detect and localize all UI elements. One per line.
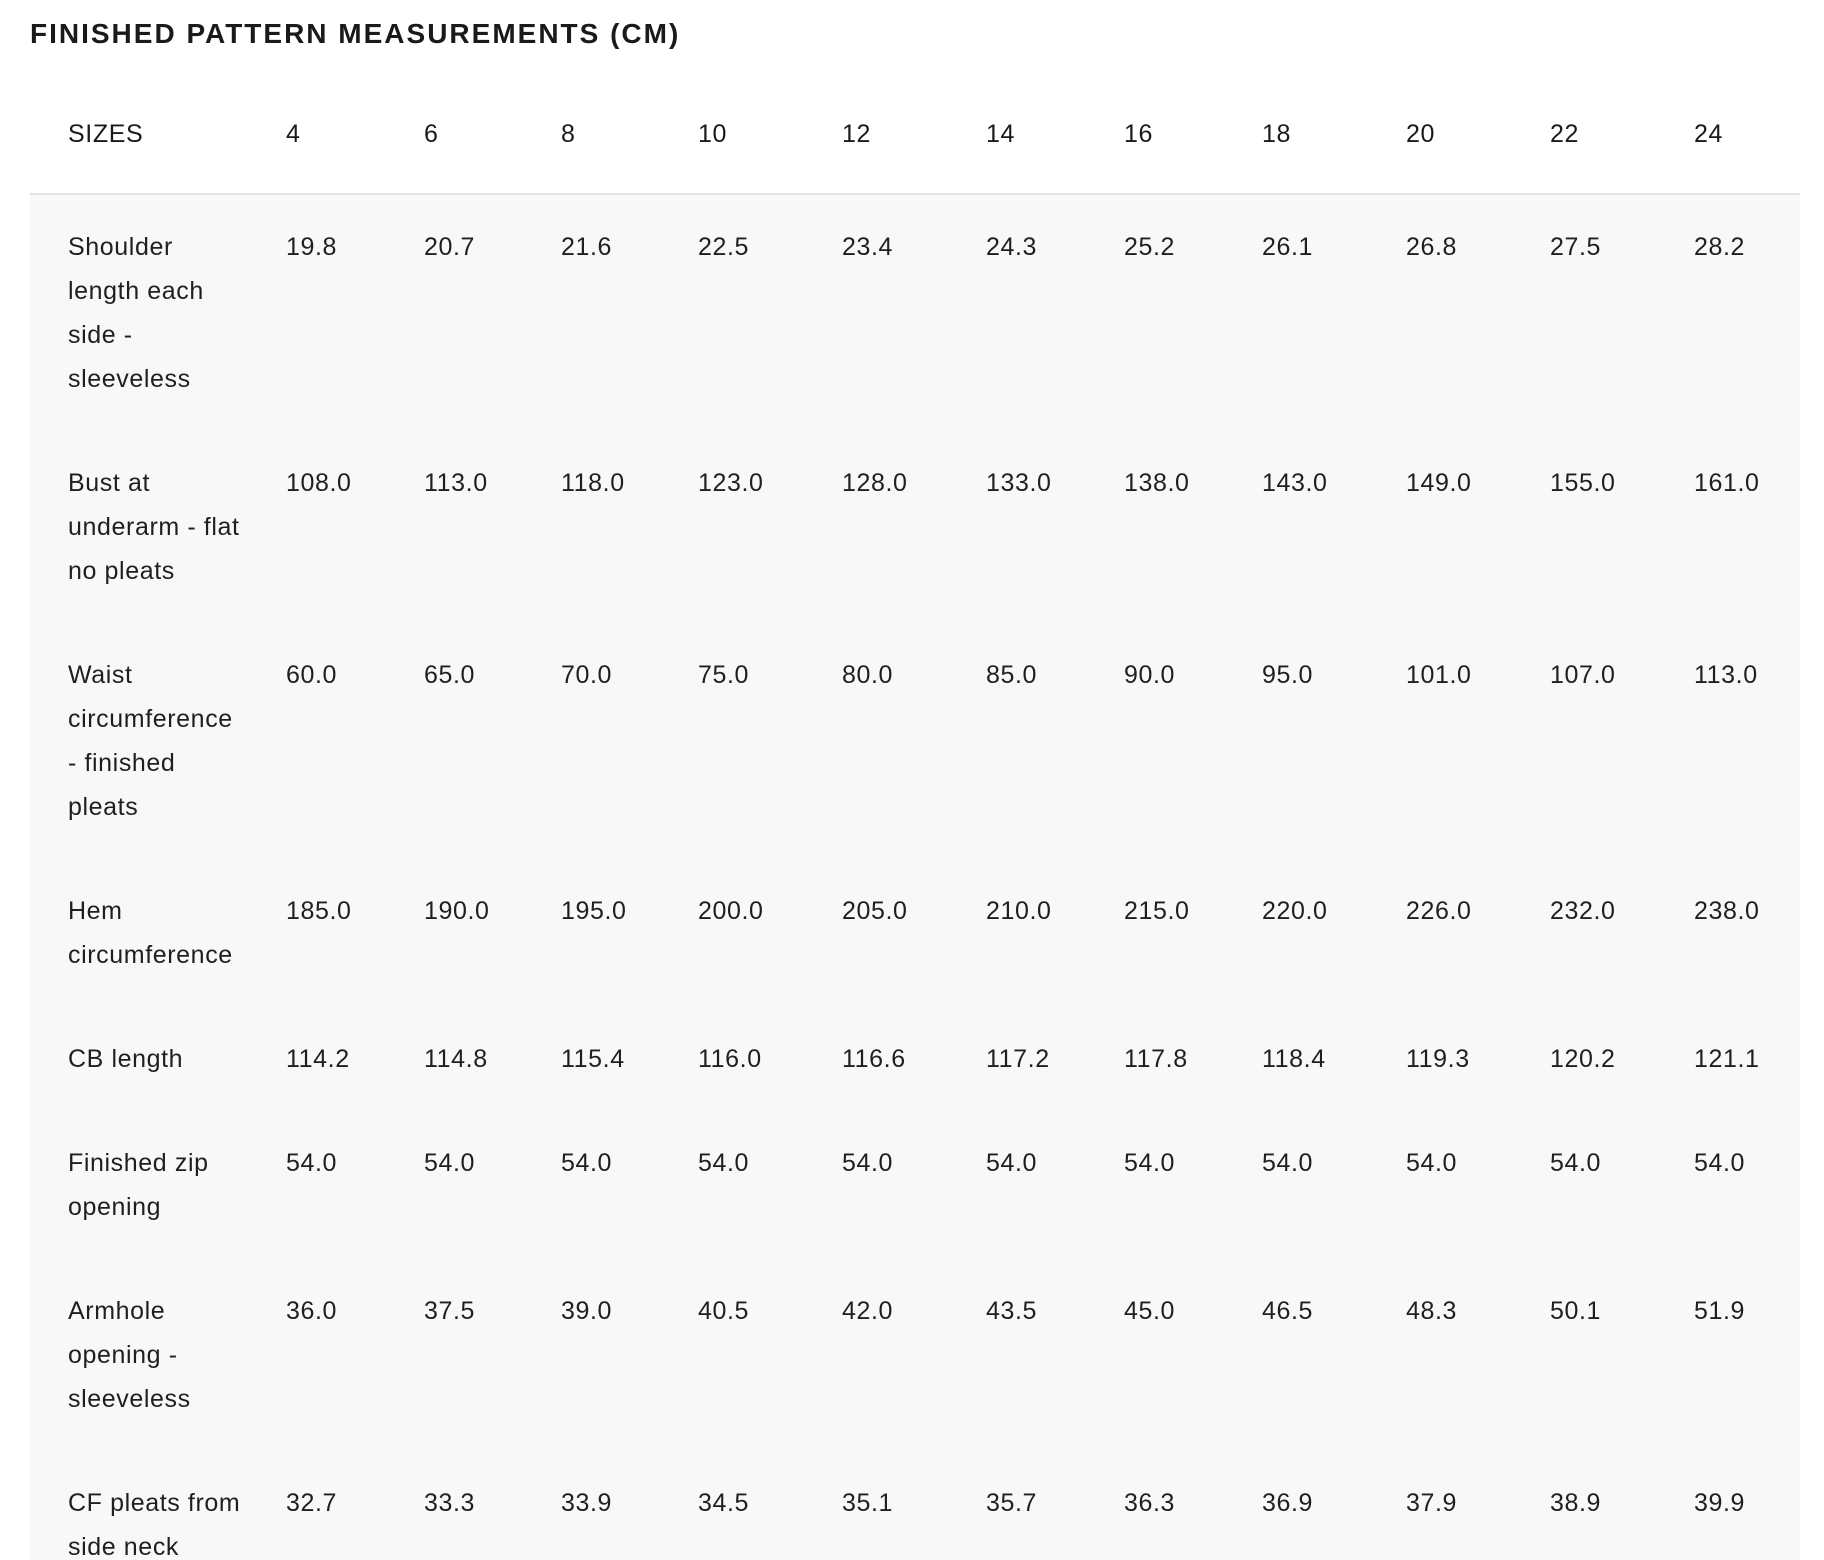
table-cell: 138.0: [1124, 469, 1190, 497]
table-cell: 27.5: [1550, 233, 1602, 261]
row-label: Finished zip opening: [68, 1149, 209, 1221]
table-cell: 107.0: [1550, 661, 1616, 689]
table-cell: 161.0: [1694, 469, 1760, 497]
table-cell: 220.0: [1262, 897, 1328, 925]
header-cell: 24: [1694, 80, 1800, 194]
table-cell: 19.8: [286, 233, 338, 261]
table-cell: 36.9: [1262, 1489, 1314, 1517]
table-cell: 85.0: [986, 661, 1038, 689]
table-cell: 54.0: [842, 1149, 894, 1177]
table-cell: 54.0: [1406, 1149, 1458, 1177]
table-cell: 205.0: [842, 897, 908, 925]
table-cell: 54.0: [1694, 1149, 1746, 1177]
table-row: [30, 859, 1800, 1007]
row-label: Hem circumference: [68, 897, 233, 969]
table-cell: 232.0: [1550, 897, 1616, 925]
table-cell: 54.0: [286, 1149, 338, 1177]
table-cell: 24.3: [986, 233, 1038, 261]
row-label: Waist circumference - finished pleats: [68, 661, 233, 821]
table-cell: 210.0: [986, 897, 1052, 925]
table-cell: 185.0: [286, 897, 352, 925]
table-cell: 190.0: [424, 897, 490, 925]
table-row: [30, 1007, 1800, 1111]
table-cell: 23.4: [842, 233, 894, 261]
header-cell: 4: [286, 80, 424, 194]
table-cell: 149.0: [1406, 469, 1472, 497]
header-cell: 18: [1262, 80, 1406, 194]
table-cell: 116.6: [842, 1045, 906, 1073]
page-title: FINISHED PATTERN MEASUREMENTS (CM): [30, 18, 681, 49]
table-cell: 108.0: [286, 469, 352, 497]
header-cell: 8: [561, 80, 698, 194]
table-cell: 37.5: [424, 1297, 476, 1325]
table-cell: 117.8: [1124, 1045, 1188, 1073]
header-row: [30, 80, 1800, 194]
table-cell: 46.5: [1262, 1297, 1314, 1325]
table-cell: 60.0: [286, 661, 338, 689]
table-cell: 26.8: [1406, 233, 1458, 261]
table-cell: 48.3: [1406, 1297, 1458, 1325]
table-cell: 113.0: [424, 469, 488, 497]
table-row: [30, 1259, 1800, 1451]
table-cell: 50.1: [1550, 1297, 1602, 1325]
table-cell: 39.0: [561, 1297, 613, 1325]
table-cell: 33.9: [561, 1489, 613, 1517]
header-cell: 14: [986, 80, 1124, 194]
row-label: Shoulder length each side - sleeveless: [68, 233, 204, 393]
header-cell: 22: [1550, 80, 1694, 194]
table-cell: 54.0: [561, 1149, 613, 1177]
table-cell: 133.0: [986, 469, 1052, 497]
row-label: Armhole opening - sleeveless: [68, 1297, 191, 1413]
table-row: [30, 1111, 1800, 1259]
table-cell: 28.2: [1694, 233, 1746, 261]
table-cell: 39.9: [1694, 1489, 1746, 1517]
table-cell: 43.5: [986, 1297, 1038, 1325]
table-cell: 155.0: [1550, 469, 1616, 497]
table-cell: 51.9: [1694, 1297, 1746, 1325]
table-cell: 95.0: [1262, 661, 1314, 689]
table-cell: 143.0: [1262, 469, 1328, 497]
row-label: CB length: [68, 1045, 184, 1073]
table-cell: 54.0: [1124, 1149, 1176, 1177]
table-cell: 123.0: [698, 469, 764, 497]
table-cell: 35.1: [842, 1489, 894, 1517]
table-cell: 116.0: [698, 1045, 762, 1073]
table-cell: 117.2: [986, 1045, 1050, 1073]
table-cell: 114.8: [424, 1045, 488, 1073]
table-cell: 115.4: [561, 1045, 625, 1073]
table-cell: 215.0: [1124, 897, 1190, 925]
table-cell: 25.2: [1124, 233, 1176, 261]
table-cell: 42.0: [842, 1297, 894, 1325]
table-cell: 195.0: [561, 897, 627, 925]
row-label: Bust at underarm - flat no pleats: [68, 469, 240, 585]
table-cell: 113.0: [1694, 661, 1758, 689]
header-cell: 10: [698, 80, 842, 194]
header-cell: 16: [1124, 80, 1262, 194]
table-row: [30, 431, 1800, 623]
table-cell: 80.0: [842, 661, 894, 689]
table-row: [30, 194, 1800, 431]
table-cell: 32.7: [286, 1489, 338, 1517]
measurements-table: [30, 80, 1800, 1560]
table-cell: 38.9: [1550, 1489, 1602, 1517]
table-cell: 114.2: [286, 1045, 350, 1073]
table-cell: 40.5: [698, 1297, 750, 1325]
table-cell: 120.2: [1550, 1045, 1616, 1073]
table-cell: 118.4: [1262, 1045, 1326, 1073]
header-cell: 6: [424, 80, 561, 194]
table-cell: 70.0: [561, 661, 613, 689]
table-cell: 54.0: [986, 1149, 1038, 1177]
table-cell: 21.6: [561, 233, 613, 261]
header-cell: 12: [842, 80, 986, 194]
table-cell: 35.7: [986, 1489, 1038, 1517]
table-cell: 54.0: [424, 1149, 476, 1177]
table-cell: 118.0: [561, 469, 625, 497]
header-cell: SIZES: [30, 80, 286, 194]
table-cell: 226.0: [1406, 897, 1472, 925]
table-cell: 121.1: [1694, 1045, 1760, 1073]
table-cell: 54.0: [1262, 1149, 1314, 1177]
table-cell: 200.0: [698, 897, 764, 925]
table-cell: 33.3: [424, 1489, 476, 1517]
table-cell: 101.0: [1406, 661, 1472, 689]
table-cell: 37.9: [1406, 1489, 1458, 1517]
table-row: [30, 623, 1800, 859]
table-cell: 34.5: [698, 1489, 750, 1517]
table-cell: 36.0: [286, 1297, 338, 1325]
table-cell: 26.1: [1262, 233, 1314, 261]
table-cell: 54.0: [1550, 1149, 1602, 1177]
table-cell: 128.0: [842, 469, 908, 497]
row-label: CF pleats from side neck: [68, 1489, 241, 1560]
table-cell: 20.7: [424, 233, 476, 261]
table-cell: 22.5: [698, 233, 750, 261]
table-row: [30, 1451, 1800, 1560]
table-cell: 119.3: [1406, 1045, 1470, 1073]
header-cell: 20: [1406, 80, 1550, 194]
table-cell: 36.3: [1124, 1489, 1176, 1517]
table-cell: 90.0: [1124, 661, 1176, 689]
table-cell: 54.0: [698, 1149, 750, 1177]
table-cell: 238.0: [1694, 897, 1760, 925]
table-cell: 65.0: [424, 661, 476, 689]
table-cell: 45.0: [1124, 1297, 1176, 1325]
table-cell: 75.0: [698, 661, 750, 689]
